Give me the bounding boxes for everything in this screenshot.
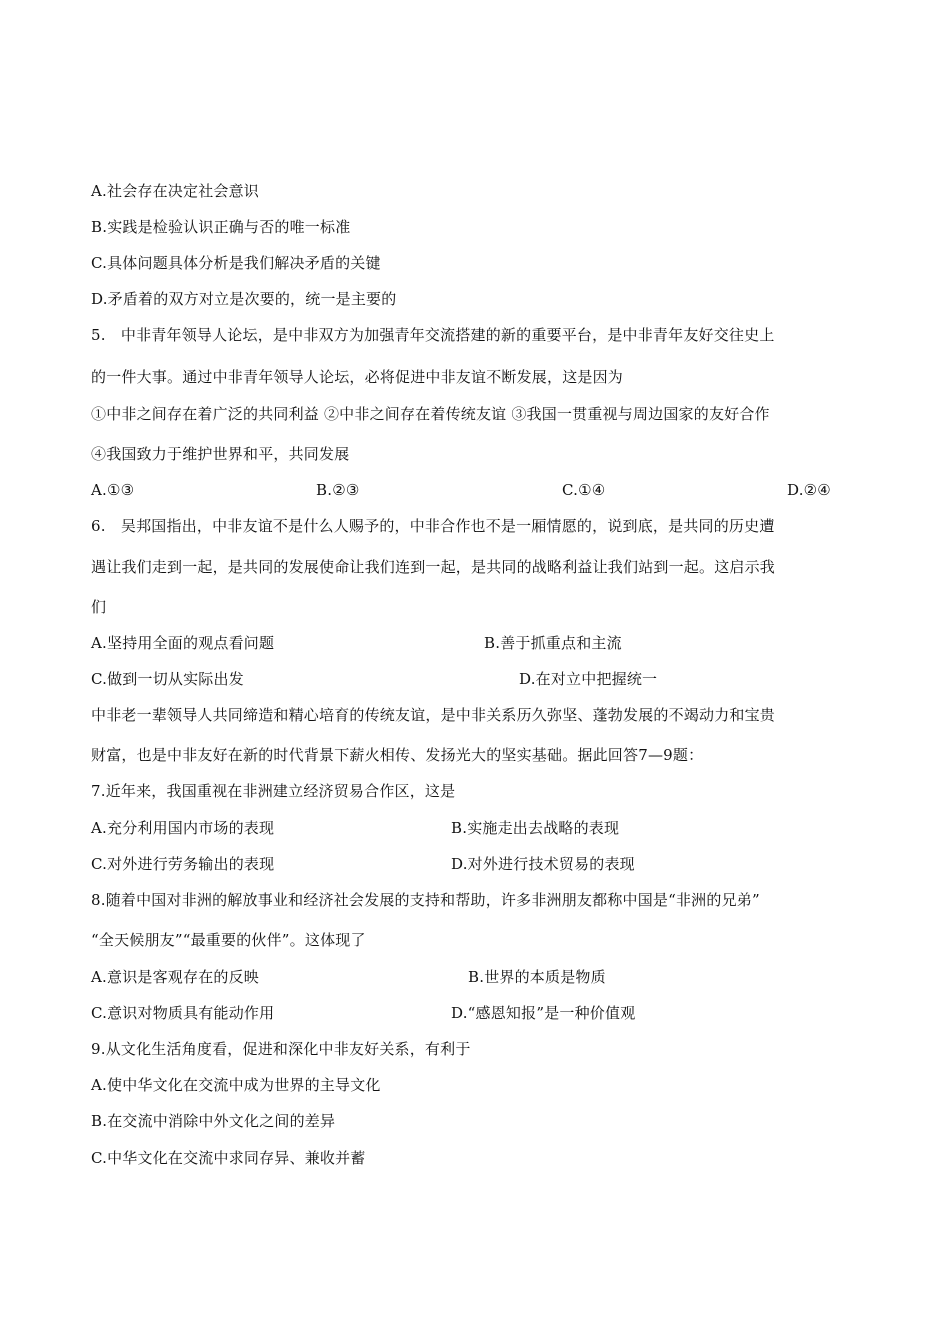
q9-option-a: A.使中华文化在交流中成为世界的主导文化 [91,1076,381,1094]
q5-items-line-2: ④我国致力于维护世界和平，共同发展 [91,445,350,463]
material-line-1: 中非老一辈领导人共同缔造和精心培育的传统友谊，是中非关系历久弥坚、蓬勃发展的不竭动力和宝贵 [91,706,776,724]
q5-option-d: D.②④ [787,481,831,499]
q5-items-line-1: ①中非之间存在着广泛的共同利益 ②中非之间存在着传统友谊 ③我国一贯重视与周边国家的友好合作 [91,405,770,423]
q7-option-c: C.对外进行劳务输出的表现 [91,855,275,873]
q4-option-d: D.矛盾着的双方对立是次要的，统一是主要的 [91,290,397,308]
q8-option-b: B.世界的本质是物质 [468,968,606,986]
q7-option-d: D.对外进行技术贸易的表现 [451,855,635,873]
q9-stem: 9.从文化生活角度看，促进和深化中非友好关系，有利于 [91,1040,471,1058]
q6-stem-line-1: 6. 吴邦国指出，中非友谊不是什么人赐予的，中非合作也不是一厢情愿的，说到底，是共同的历史遭 [91,517,775,535]
q5-option-b: B.②③ [316,481,360,499]
q6-option-c: C.做到一切从实际出发 [91,670,244,688]
q4-option-c: C.具体问题具体分析是我们解决矛盾的关键 [91,254,381,272]
material-line-2: 财富，也是中非友好在新的时代背景下薪火相传、发扬光大的坚实基础。据此回答7—9题： [91,746,704,764]
q9-option-b: B.在交流中消除中外文化之间的差异 [91,1112,336,1130]
q6-stem-line-2: 遇让我们走到一起，是共同的发展使命让我们连到一起，是共同的战略利益让我们站到一起。这启示我 [91,558,776,576]
q8-option-d: D.“感恩知报”是一种价值观 [451,1004,636,1022]
q8-option-c: C.意识对物质具有能动作用 [91,1004,275,1022]
q5-stem-line-1: 5. 中非青年领导人论坛，是中非双方为加强青年交流搭建的新的重要平台，是中非青年友好交往史上 [91,326,775,344]
q8-option-a: A.意识是客观存在的反映 [91,968,260,986]
q7-stem: 7.近年来，我国重视在非洲建立经济贸易合作区，这是 [91,782,456,800]
q6-option-d: D.在对立中把握统一 [519,670,658,688]
q8-stem-line-2: “全天候朋友”“最重要的伙伴”。这体现了 [91,931,366,949]
q6-option-a: A.坚持用全面的观点看问题 [91,634,275,652]
q6-stem-line-3: 们 [91,598,107,616]
q8-stem-line-1: 8.随着中国对非洲的解放事业和经济社会发展的支持和帮助，许多非洲朋友都称中国是“非洲的兄弟” [91,891,760,909]
q4-option-a: A.社会存在决定社会意识 [91,182,260,200]
q5-option-c: C.①④ [562,481,606,499]
q7-option-a: A.充分利用国内市场的表现 [91,819,275,837]
q9-option-c: C.中华文化在交流中求同存异、兼收并蓄 [91,1149,366,1167]
q5-option-a: A.①③ [91,481,135,499]
q7-option-b: B.实施走出去战略的表现 [451,819,620,837]
q6-option-b: B.善于抓重点和主流 [484,634,622,652]
q5-stem-line-2: 的一件大事。通过中非青年领导人论坛，必将促进中非友谊不断发展，这是因为 [91,368,624,386]
q4-option-b: B.实践是检验认识正确与否的唯一标准 [91,218,351,236]
